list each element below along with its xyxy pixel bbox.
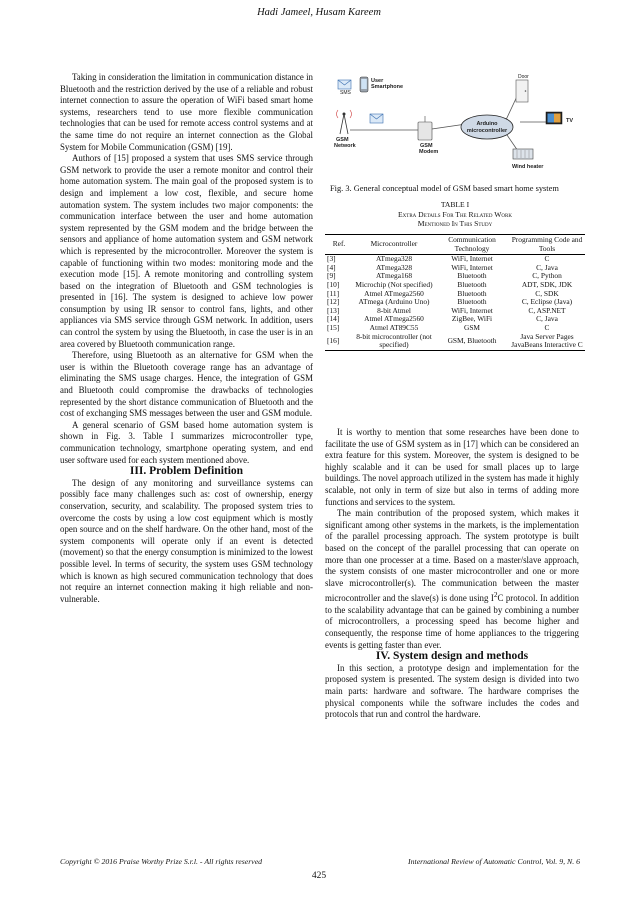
section-heading: III. Problem Definition: [129, 465, 244, 478]
table-cell: [15]: [327, 322, 340, 332]
tv-label: TV: [566, 118, 574, 124]
superscript: 2: [493, 590, 498, 600]
table-cell: C, Java: [536, 314, 558, 324]
arduino-label: Arduino: [476, 121, 498, 127]
arduino-node: [461, 115, 513, 139]
footer-copyright: Copyright © 2016 Praise Worthy Prize S.r.l. - All rights reserved: [60, 857, 263, 866]
table-cell: 8-bit microcontroller (not specified): [353, 333, 435, 351]
door-label: Door: [518, 74, 529, 80]
table-cell: [9]: [327, 271, 336, 281]
table-cell: 8-bit Atmel: [377, 305, 411, 315]
table-header-row: [325, 235, 585, 255]
table-cell: [16]: [325, 333, 353, 351]
antenna-tower-icon: [337, 110, 352, 134]
running-header: Hadi Jameel, Husam Kareem: [257, 7, 381, 18]
section-heading: IV. System design and methods: [375, 650, 529, 663]
table-row: [325, 333, 585, 351]
table-cell: [4]: [327, 262, 336, 272]
table-subtitle: Extra Details For The Related Work: [398, 209, 512, 219]
table-title: TABLE I: [440, 200, 470, 209]
table-cell: GSM: [463, 322, 481, 332]
gsm-modem-icon: [418, 116, 432, 140]
table-cell: GSM, Bluetooth: [435, 333, 509, 351]
paragraph-text: The main contribution of the proposed system, which makes it significant among other systems in the markets, is the implementation of the parallel processing approach. The system prototype is built based on the concept of the parallel processing that can operate on more than one processer at a time. Based on a master/slave approach, the system consists of one master microcontroller and one or more slave microcontroller(s). The communication between the master microcontroller and the slave(s) is done using I: [325, 508, 579, 604]
sms-envelope-icon: [338, 80, 351, 89]
table-cell: [10]: [327, 279, 340, 289]
left-column: [60, 72, 313, 605]
table-cell: ZigBee, WiFi: [451, 314, 493, 324]
paragraph: Authors of [15] proposed a system that uses SMS service through GSM network to provide the user a remote monitor and control their home automation system. The main goal of the proposed system is to design and implement a low cost, flexible, and secure home automation system. The system includes two major components: the communication interface between the user and home automation system represented by the GSM modem and the bridge between the sensors and appliance of home automation system and GSM network which is represented by the microcontroller. Moreover the system is capable of functioning within two modes: monitoring mode and the execution mode [15]. A remote monitoring and controlling system based on the integration of Bluetooth and GSM technologies is presented in [16]. The system is designed to achieve low power consumption by using IR sensor to control fans, lights, and other appliances via SMS service through GSM network. In addition, users can control the system by using the Bluetooth, in case the user is in an area covered by Bluetooth communication range.: [60, 153, 313, 349]
table-cell: C, Eclipse (Java): [521, 297, 573, 307]
gsm-network-label: GSM: [336, 137, 349, 143]
table-cell: Java Server Pages JavaBeans Interactive C: [509, 333, 585, 351]
table-cell: [13]: [327, 305, 340, 315]
table-cell: Bluetooth: [457, 271, 487, 281]
paragraph: It is worthy to mention that some researches have been done to facilitate the use of GSM system as in [17] which can be considered an extra feature for this system. Moreover, the system is designed to be highly scalable and it can be used for small places up to large buildings. The novel approach utilized in the system has made it highly scalable, not only in term of size but also in terms of adding more functions and services to the system.: [325, 427, 579, 507]
figure-gsm-model: [330, 72, 580, 180]
column-header: Communication Technology: [435, 235, 509, 255]
footer-journal: International Review of Automatic Control, Vol. 9, N. 6: [408, 857, 580, 866]
tv-icon: [546, 112, 562, 124]
table-cell: Bluetooth: [457, 288, 487, 298]
table-cell: C, Java: [536, 262, 558, 272]
paragraph: Therefore, using Bluetooth as an alternative for GSM when the user is within the Bluetooth coverage range has an advantage of eliminating the SMS usage charges. Hence, the integration of GSM and Bluetooth could compromise the drawbacks of technologies represented by the short distance communication of Bluetooth and the cost of exchanging SMS messages between the user and GSM module.: [60, 350, 313, 419]
arduino-label: microcontroller: [466, 128, 508, 134]
table-cell: ATmega (Arduino Uno): [358, 297, 430, 307]
paragraph: [325, 508, 579, 651]
table-cell: C, ASP.NET: [528, 305, 566, 315]
table-cell: Atmel AT89C55: [369, 322, 419, 332]
paragraph: The design of any monitoring and surveillance systems can possibly face many challenges such as: cost of ownership, energy conservation, security, and scalability. The proposed system tries to overcome the costs by using a low cost equipment which is mostly open source and on the shelf hardware. On the other hand, most of the system components will operate only if an event is detected (movement) so that the energy consumption is minimized to the lowest possible level. In terms of security, the system uses GSM technology which is known as high secured communication technology that does not require an internet connection making it high reliable and non-vulnerable.: [60, 477, 313, 604]
table-cell: [11]: [327, 288, 340, 298]
table-cell: Atmel ATmega2560: [364, 314, 424, 324]
table-caption: [325, 200, 585, 229]
table-cell: WiFi, Internet: [451, 262, 493, 272]
gsm-modem-label: Modem: [419, 149, 439, 155]
table-cell: Microchip (Not specified): [355, 279, 433, 289]
figure-caption: Fig. 3. General conceptual model of GSM based smart home system: [330, 184, 559, 193]
table-cell: WiFi, Internet: [451, 254, 493, 264]
table-cell: [14]: [327, 314, 340, 324]
gsm-modem-label: GSM: [420, 143, 433, 149]
table-cell: Bluetooth: [457, 279, 487, 289]
page-number: 425: [311, 871, 327, 881]
paragraph: Taking in consideration the limitation in communication distance in Bluetooth and the restriction derived by the use of a reliable and robust internet connection to assure the operation of WiFi based smart home systems, researchers tend to use more flexible communication technologies that can be used for remote access control systems and at the same time do not require an internet connection as the Global System for Mobile Communication (GSM) [19].: [60, 72, 313, 152]
door-icon: [516, 80, 528, 102]
heater-label: Wind heater: [512, 164, 544, 170]
table-cell: Atmel ATmega2560: [364, 288, 424, 298]
table-cell: Bluetooth: [457, 297, 487, 307]
right-column: [325, 427, 579, 721]
heater-icon: [513, 149, 533, 159]
gsm-network-label: Network: [334, 143, 356, 149]
user-label: User: [371, 78, 384, 84]
table-cell: [3]: [327, 254, 336, 264]
paragraph-text: C protocol. In addition to the scalability advantage that can be gained by combining a number of microcontrollers, a processing speed has become higher and consequently, the response time of home appliances to the triggering events is getting faster than ever.: [325, 593, 579, 650]
table-cell: C: [544, 254, 550, 264]
column-header: Microcontroller: [353, 235, 435, 255]
table-cell: ATmega168: [375, 271, 413, 281]
sms-label: SMS: [340, 90, 351, 96]
table-subtitle: Mentioned In This Study: [417, 219, 493, 228]
column-header: Ref.: [325, 235, 353, 255]
table-cell: C, Python: [532, 271, 562, 281]
smartphone-label: Smartphone: [371, 84, 404, 90]
table-cell: ATmega328: [375, 262, 413, 272]
related-work-table: [325, 234, 585, 351]
table-cell: C, SDK: [535, 288, 559, 298]
column-header: Programming Code and Tools: [509, 235, 585, 255]
paragraph: A general scenario of GSM based home automation system is shown in Fig. 3. Table I summarizes microcontroller type, communication technology, smartphone operating system, and end user software used for each system mentioned above.: [60, 419, 313, 465]
sms-envelope-icon: [370, 114, 383, 123]
table-cell: C: [544, 322, 550, 332]
table-cell: ADT, SDK, JDK: [521, 279, 573, 289]
paragraph: In this section, a prototype design and implementation for the proposed system is presented. The system design is divided into two main parts: hardware and software. The hardware comprises the physical components while the software includes the codes and protocols that run and control the hardware.: [325, 662, 579, 720]
table-cell: [12]: [327, 297, 340, 307]
table-cell: ATmega328: [375, 254, 413, 264]
smartphone-icon: [360, 77, 368, 92]
table-cell: WiFi, Internet: [451, 305, 493, 315]
